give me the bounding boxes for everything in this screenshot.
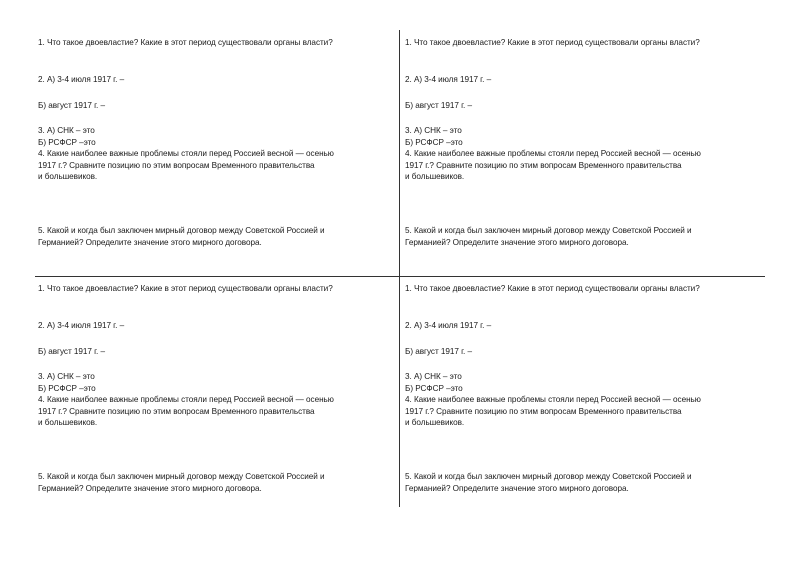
question-2b: Б) август 1917 г. – [405,101,473,110]
question-3b: Б) РСФСР –это [38,137,96,147]
question-2b: Б) август 1917 г. – [38,347,106,356]
question-2a: 2. А) 3-4 июля 1917 г. – [38,321,125,330]
vertical-divider [399,30,400,507]
question-4-line-2: 1917 г.? Сравните позицию по этим вопросам Временного правительства [405,160,682,170]
question-card-top-left [35,30,390,270]
question-4-line-2: 1917 г.? Сравните позицию по этим вопросам Временного правительства [38,406,315,416]
question-2b: Б) август 1917 г. – [405,347,473,356]
question-4 [38,394,334,429]
question-4-line-2: 1917 г.? Сравните позицию по этим вопросам Временного правительства [405,406,682,416]
question-5-line-2: Германией? Определите значение этого мирного договора. [405,483,629,493]
question-5-line-1: 5. Какой и когда был заключен мирный договор между Советской Россией и [38,226,325,235]
question-5 [405,471,692,494]
question-3b: Б) РСФСР –это [405,383,463,393]
question-1: 1. Что такое двоевластие? Какие в этот период существовали органы власти? [38,284,333,293]
question-5-line-1: 5. Какой и когда был заключен мирный договор между Советской Россией и [405,226,692,235]
question-2b: Б) август 1917 г. – [38,101,106,110]
question-4 [405,148,701,183]
question-5-line-2: Германией? Определите значение этого мирного договора. [38,237,262,247]
question-2a: 2. А) 3-4 июля 1917 г. – [405,321,492,330]
question-3b: Б) РСФСР –это [405,137,463,147]
question-5 [405,225,692,248]
question-3a: 3. А) СНК – это [405,126,462,135]
question-4-line-1: 4. Какие наиболее важные проблемы стояли перед Россией весной — осенью [405,395,701,404]
question-5-line-2: Германией? Определите значение этого мирного договора. [405,237,629,247]
question-5-line-2: Германией? Определите значение этого мирного договора. [38,483,262,493]
question-3a: 3. А) СНК – это [38,126,95,135]
question-card-top-right [402,30,757,270]
question-5 [38,471,325,494]
question-1: 1. Что такое двоевластие? Какие в этот период существовали органы власти? [405,284,700,293]
question-1: 1. Что такое двоевластие? Какие в этот период существовали органы власти? [405,38,700,47]
question-4-line-3: и большевиков. [38,172,98,181]
question-3a: 3. А) СНК – это [405,372,462,381]
question-4-line-1: 4. Какие наиболее важные проблемы стояли перед Россией весной — осенью [38,149,334,158]
question-2a: 2. А) 3-4 июля 1917 г. – [38,75,125,84]
question-2a: 2. А) 3-4 июля 1917 г. – [405,75,492,84]
question-4-line-3: и большевиков. [405,418,465,427]
question-1: 1. Что такое двоевластие? Какие в этот период существовали органы власти? [38,38,333,47]
question-5 [38,225,325,248]
question-card-bottom-right [402,276,757,506]
question-4 [38,148,334,183]
question-5-line-1: 5. Какой и когда был заключен мирный договор между Советской Россией и [405,472,692,481]
question-5-line-1: 5. Какой и когда был заключен мирный договор между Советской Россией и [38,472,325,481]
question-4-line-3: и большевиков. [405,172,465,181]
question-3a: 3. А) СНК – это [38,372,95,381]
question-4-line-1: 4. Какие наиболее важные проблемы стояли перед Россией весной — осенью [38,395,334,404]
question-card-bottom-left [35,276,390,506]
question-4 [405,394,701,429]
question-3b: Б) РСФСР –это [38,383,96,393]
question-4-line-2: 1917 г.? Сравните позицию по этим вопросам Временного правительства [38,160,315,170]
question-4-line-1: 4. Какие наиболее важные проблемы стояли перед Россией весной — осенью [405,149,701,158]
question-4-line-3: и большевиков. [38,418,98,427]
